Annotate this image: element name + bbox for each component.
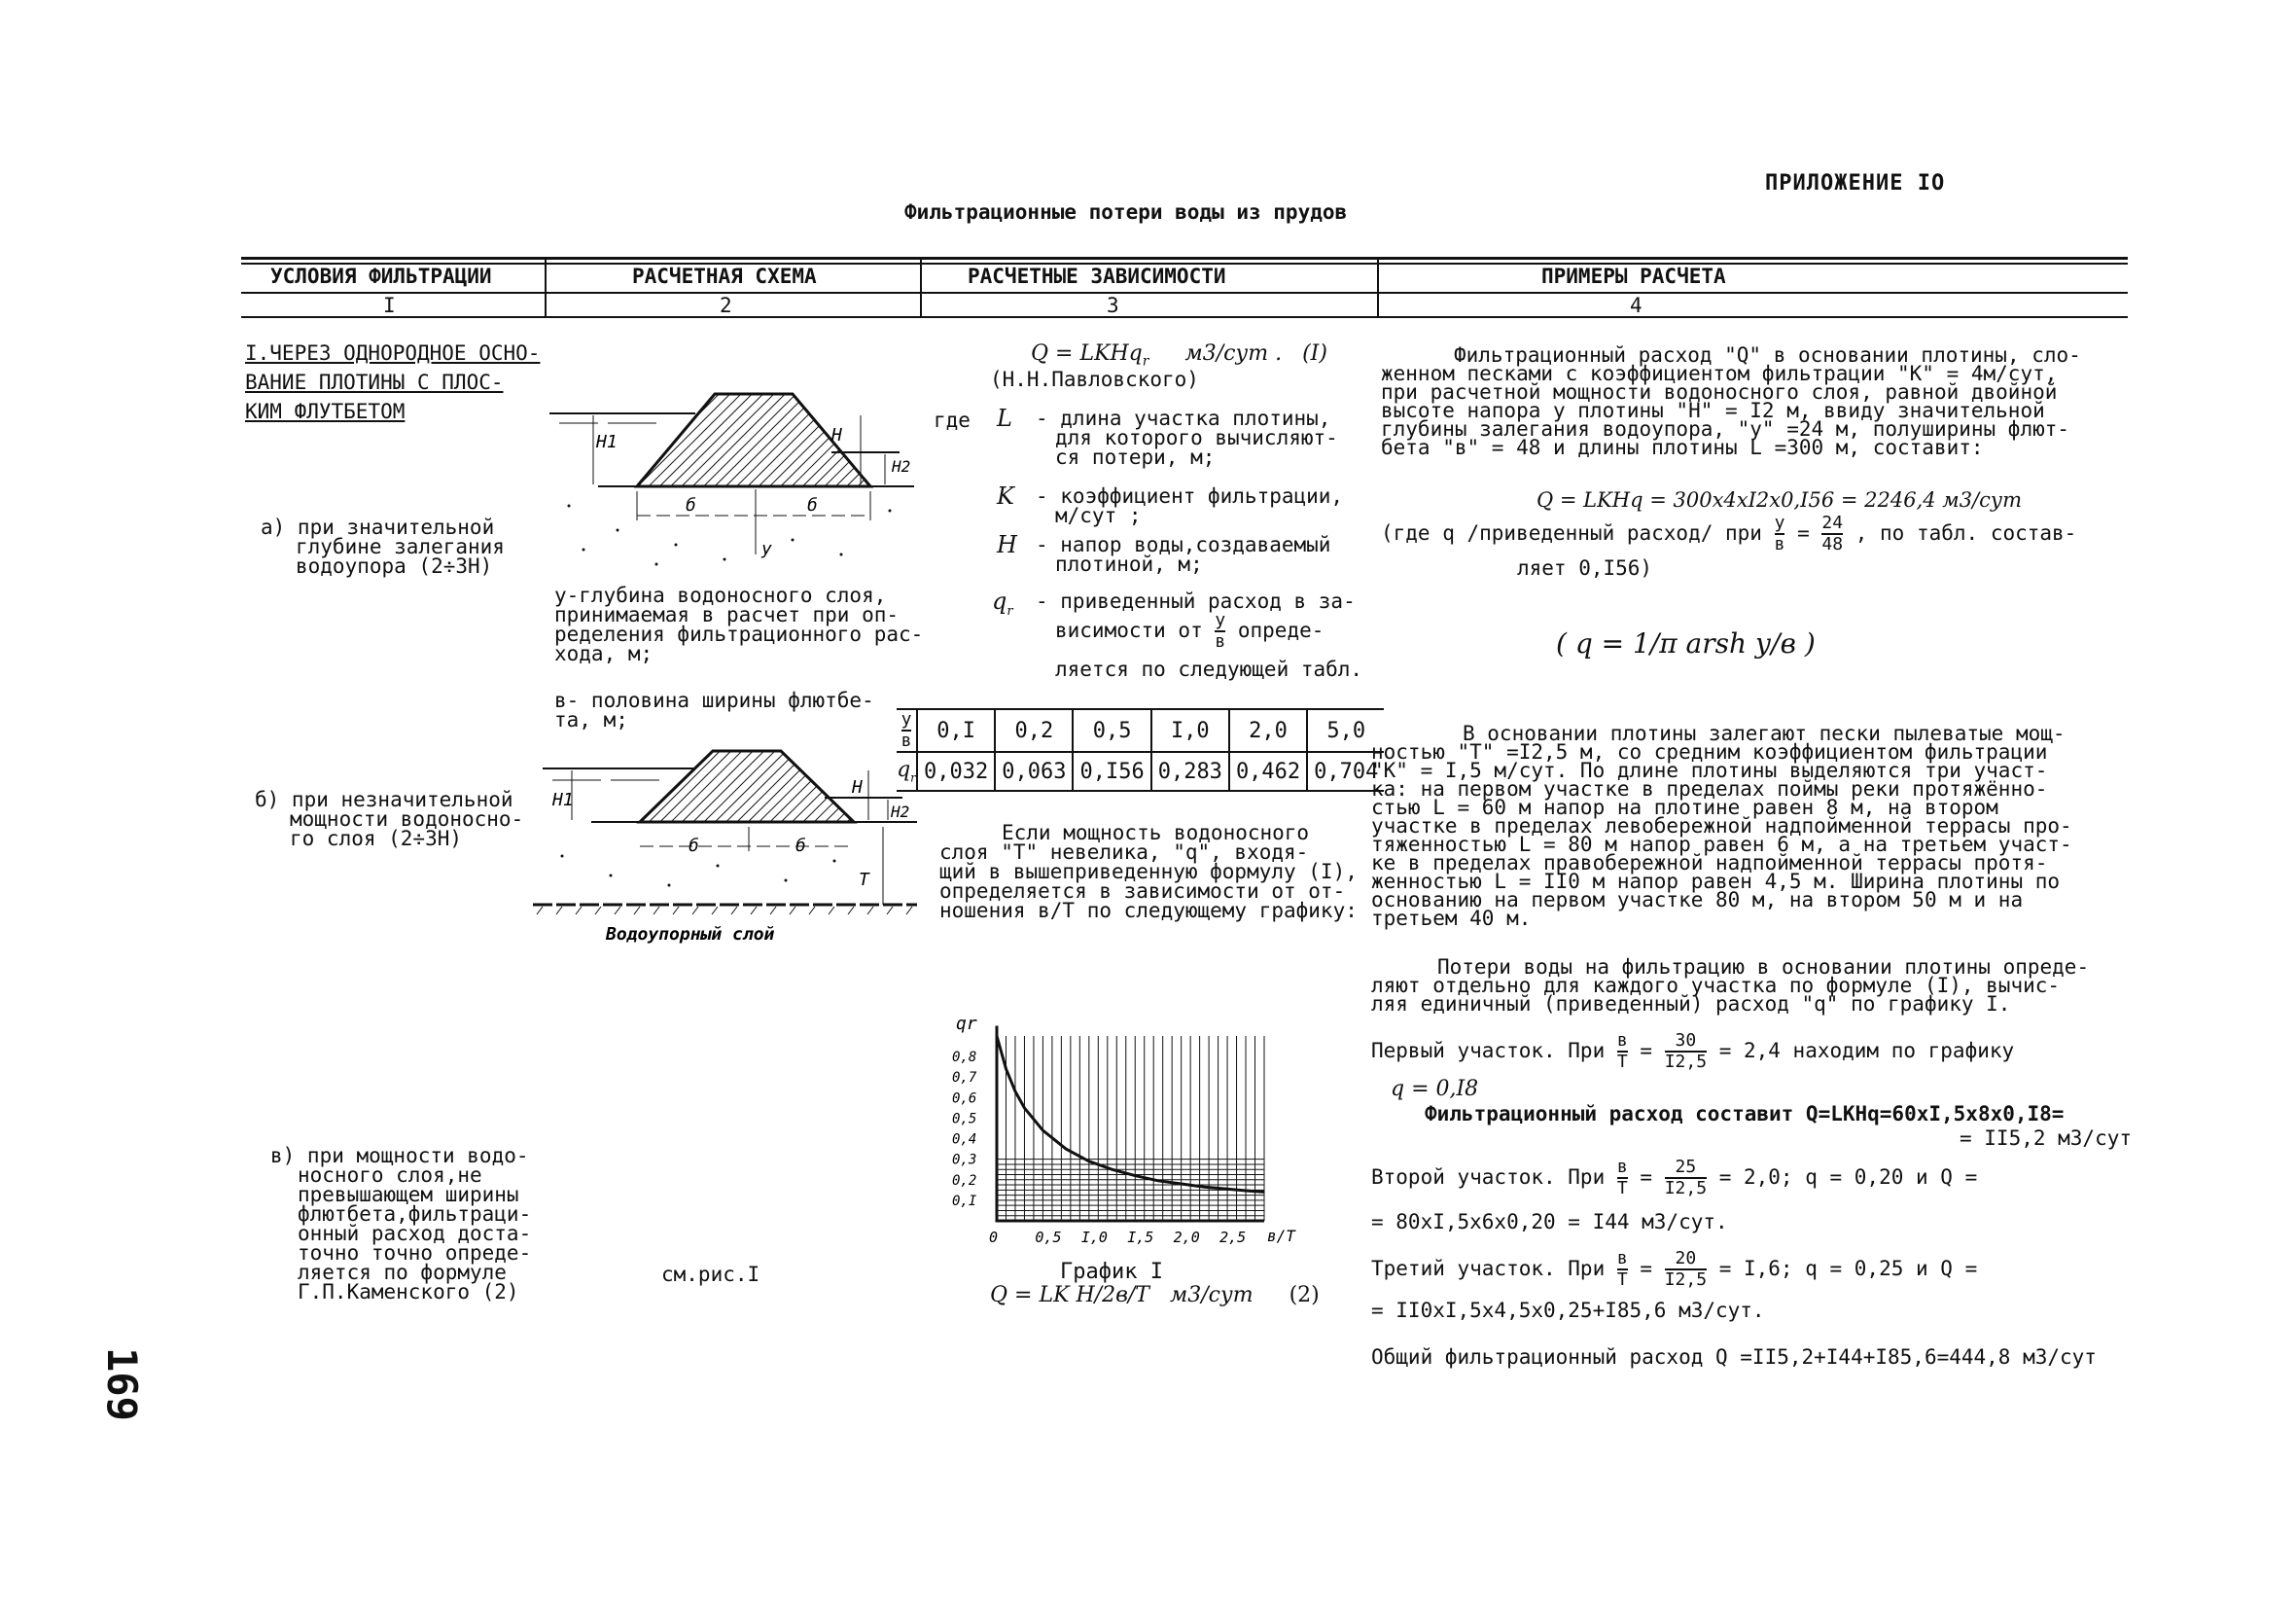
x-tick-label: I,0 <box>1080 1229 1108 1246</box>
segment-3-result: = II0xI,5x4,5x0,25+I85,6 м3/сут. <box>1371 1299 1765 1322</box>
col-num-2: 2 <box>720 294 732 317</box>
appendix-label: ПРИЛОЖЕНИЕ IO <box>1765 171 1946 196</box>
label-h2: H2 <box>892 457 911 476</box>
formula-1: Q = LKHq$_r$ м3/сут . (I) <box>1031 341 1327 370</box>
example-2: В основании плотины залегают пески пылеватые мощ- ностью "Т" =I2,5 м, со средним коэффициентом фильтрации "К" = I,5 м/сут. По длине плотины выделяются три участ- ка: на первом участке в пределах поймы реки протяжённо- стью L = 60 м напор на плотине равен 8 м, на втором участке в пределах левобережной надпойменной террасы про- тяженностью L = 80 м напор равен 6 м, а на третьем участ- ке в пределах правобережной надпойменной террасы протя- женностью L = II0 м напор равен 4,5 м. Ширина плотины по основанию на первом участке 80 м, на втором 50 м и на третьем 40 м. <box>1371 722 2072 930</box>
case-c: в) при мощности водо- носного слоя,не превышающем ширины флютбета,фильтраци- онный расход доста- точно точно опреде- ляется по формуле Г.П.Каменского (2) <box>270 1144 532 1303</box>
graph-xlabel: в/Т <box>1267 1227 1295 1245</box>
label-t: T <box>859 870 869 890</box>
x-tick-label: 0,5 <box>1035 1229 1062 1246</box>
example-1: Фильтрационный расход "Q" в основании плотины, сло- женном песками с коэффициентом фильтрации "К" = 4м/сут, при расчетной мощности водоносного слоя, равной двойной высоте напора у плотины "Н" = I2 м, ввиду значительной глубины залегания водоупора, "у" =24 м, полуширины флют- бета "в" = 48 и длины плотины L =300 м, составит: <box>1381 343 2081 459</box>
x-tick-label: I,5 <box>1127 1229 1154 1246</box>
label-h2-b: H2 <box>891 803 910 821</box>
segment-2: Второй участок. При $\frac{в}{Т}$ = $\frac{25}{I2,5}$ = 2,0; q = 0,20 и Q = <box>1371 1157 1978 1198</box>
x-tick-label: 2,5 <box>1219 1229 1247 1246</box>
label-h: H <box>831 425 842 446</box>
header-bottom-rule <box>241 316 2128 318</box>
y-tick-label: 0,4 <box>952 1131 977 1148</box>
page-title: Фильтрационные потери воды из прудов <box>904 200 1348 224</box>
formula-2: Q = LK H/2в/T м3/сут (2) <box>990 1283 1320 1307</box>
example-3: Потери воды на фильтрацию в основании плотины опреде- ляют отдельно для каждого участка по формуле (I), вычис- ляя единичный (приведенный) расход "q" по графику I. <box>1371 955 2090 1016</box>
label-y: y <box>761 539 772 559</box>
formula-author: (Н.Н.Павловского) <box>990 368 1199 391</box>
col-header-4: ПРИМЕРЫ РАСЧЕТА <box>1541 265 1726 288</box>
case-b: б) при незначительной мощности водоносно- го слоя (2÷3Н) <box>255 788 524 850</box>
def-l: L - длина участка плотины, для которого вычисляют- ся потери, м; <box>997 405 1338 469</box>
small-thickness-note: Если мощность водоносного слоя "Т" невелика, "q", входя- щий в вышеприведенную формулу (I), определяется в зависимости от от- ношения в/Т по следующему графику: <box>939 821 1358 922</box>
col-divider-1 <box>545 257 547 317</box>
see-figure: см.рис.I <box>661 1263 760 1286</box>
col-num-1: I <box>383 294 396 317</box>
header-top-rule <box>241 257 2128 260</box>
q-table: $\frac{у}{в}$ 0,I 0,2 0,5 I,0 2,0 5,0 $q_r$ 0,032 0,063 0,I56 0,283 0,462 0,704 <box>897 708 1384 792</box>
segment-1-q: q = 0,I8 <box>1391 1077 1479 1101</box>
page-number: 169 <box>98 1347 146 1421</box>
col-divider-2 <box>920 257 922 317</box>
segment-1: Первый участок. При $\frac{в}{Т}$ = $\frac{30}{I2,5}$ = 2,4 находим по графику <box>1371 1030 2015 1072</box>
col-header-2: РАСЧЕТНАЯ СХЕМА <box>632 265 817 288</box>
y-tick-label: 0,8 <box>952 1050 977 1066</box>
y-note: у-глубина водоносного слоя, принимаемая в расчет при оп- ределения фильтрационного рас- хода, м; <box>554 584 924 665</box>
y-tick-label: 0,6 <box>952 1090 977 1107</box>
graph-caption: График I <box>1060 1260 1163 1284</box>
y-tick-label: 0,2 <box>952 1172 977 1189</box>
header-mid-rule <box>241 292 2128 294</box>
segment-2-result: = 80xI,5x6x0,20 = I44 м3/сут. <box>1371 1210 1728 1233</box>
col-num-3: 3 <box>1107 294 1119 317</box>
example-1-formula: ( q = 1/π arsh у/в ) <box>1556 627 1816 660</box>
graph-curve <box>997 1036 1264 1192</box>
y-tick-label: 0,7 <box>952 1070 977 1087</box>
y-tick-label: 0,I <box>952 1193 977 1209</box>
aquiclude-label: Водоупорный слой <box>606 924 775 945</box>
col-header-1: УСЛОВИЯ ФИЛЬТРАЦИИ <box>270 265 492 288</box>
def-h: H - напор воды,создаваемый плотиной, м; <box>997 531 1331 576</box>
label-h1: H1 <box>596 432 618 452</box>
dam-scheme-a <box>540 375 924 579</box>
y-tick-label: 0,3 <box>952 1152 977 1168</box>
x-tick-label: 0 <box>989 1229 999 1246</box>
label-b-left: б <box>686 495 696 516</box>
def-q: $q_r$ - приведенный расход в за- висимости от $\frac{у}{в}$ опреде- ляется по следующей табл. <box>992 588 1363 681</box>
y-tick-label: 0,5 <box>952 1111 977 1127</box>
segment-1-result: = II5,2 м3/сут <box>1960 1126 2133 1150</box>
label-h-b: H <box>852 777 863 798</box>
graph-1 <box>938 1012 1298 1255</box>
total-flow: Общий фильтрационный расход Q =II5,2+I44+I85,6=444,8 м3/сут <box>1371 1345 2097 1369</box>
label-b-right: б <box>807 495 818 516</box>
label-b-left-b: б <box>689 836 699 856</box>
example-1-where: (где q /приведенный расход/ при $\frac{у}{в}$ = $\frac{24}{48}$ , по табл. состав- <box>1381 513 2077 554</box>
graph-ylabel: qr <box>956 1014 977 1034</box>
x-tick-label: 2,0 <box>1173 1229 1200 1246</box>
label-h1-b: H1 <box>552 790 574 810</box>
col-num-4: 4 <box>1630 294 1643 317</box>
col-header-3: РАСЧЕТНЫЕ ЗАВИСИМОСТИ <box>968 265 1226 288</box>
where-label: где <box>934 409 971 432</box>
case-title: I.ЧЕРЕЗ ОДНОРОДНОЕ ОСНО- ВАНИЕ ПЛОТИНЫ С ПЛОС- КИМ ФЛУТБЕТОМ <box>245 341 541 423</box>
dam-scheme-b <box>533 739 922 948</box>
b-note: в- половина ширины флютбе- та, м; <box>554 689 874 732</box>
label-b-right-b: б <box>795 836 806 856</box>
segment-1-calc: Фильтрационный расход составит Q=LKHq=60xI,5x8x0,I8= <box>1425 1102 2065 1125</box>
col-divider-3 <box>1377 257 1379 317</box>
example-1-calc: Q = LKHq = 300x4xI2x0,I56 = 2246,4 м3/сут <box>1537 488 2022 512</box>
def-k: K - коэффициент фильтрации, м/сут ; <box>997 482 1344 527</box>
example-1-tail: ляет 0,I56) <box>1517 556 1653 580</box>
case-a: а) при значительной глубине залегания водоупора (2÷3Н) <box>261 516 505 578</box>
segment-3: Третий участок. При $\frac{в}{Т}$ = $\frac{20}{I2,5}$ = I,6; q = 0,25 и Q = <box>1371 1248 1978 1290</box>
